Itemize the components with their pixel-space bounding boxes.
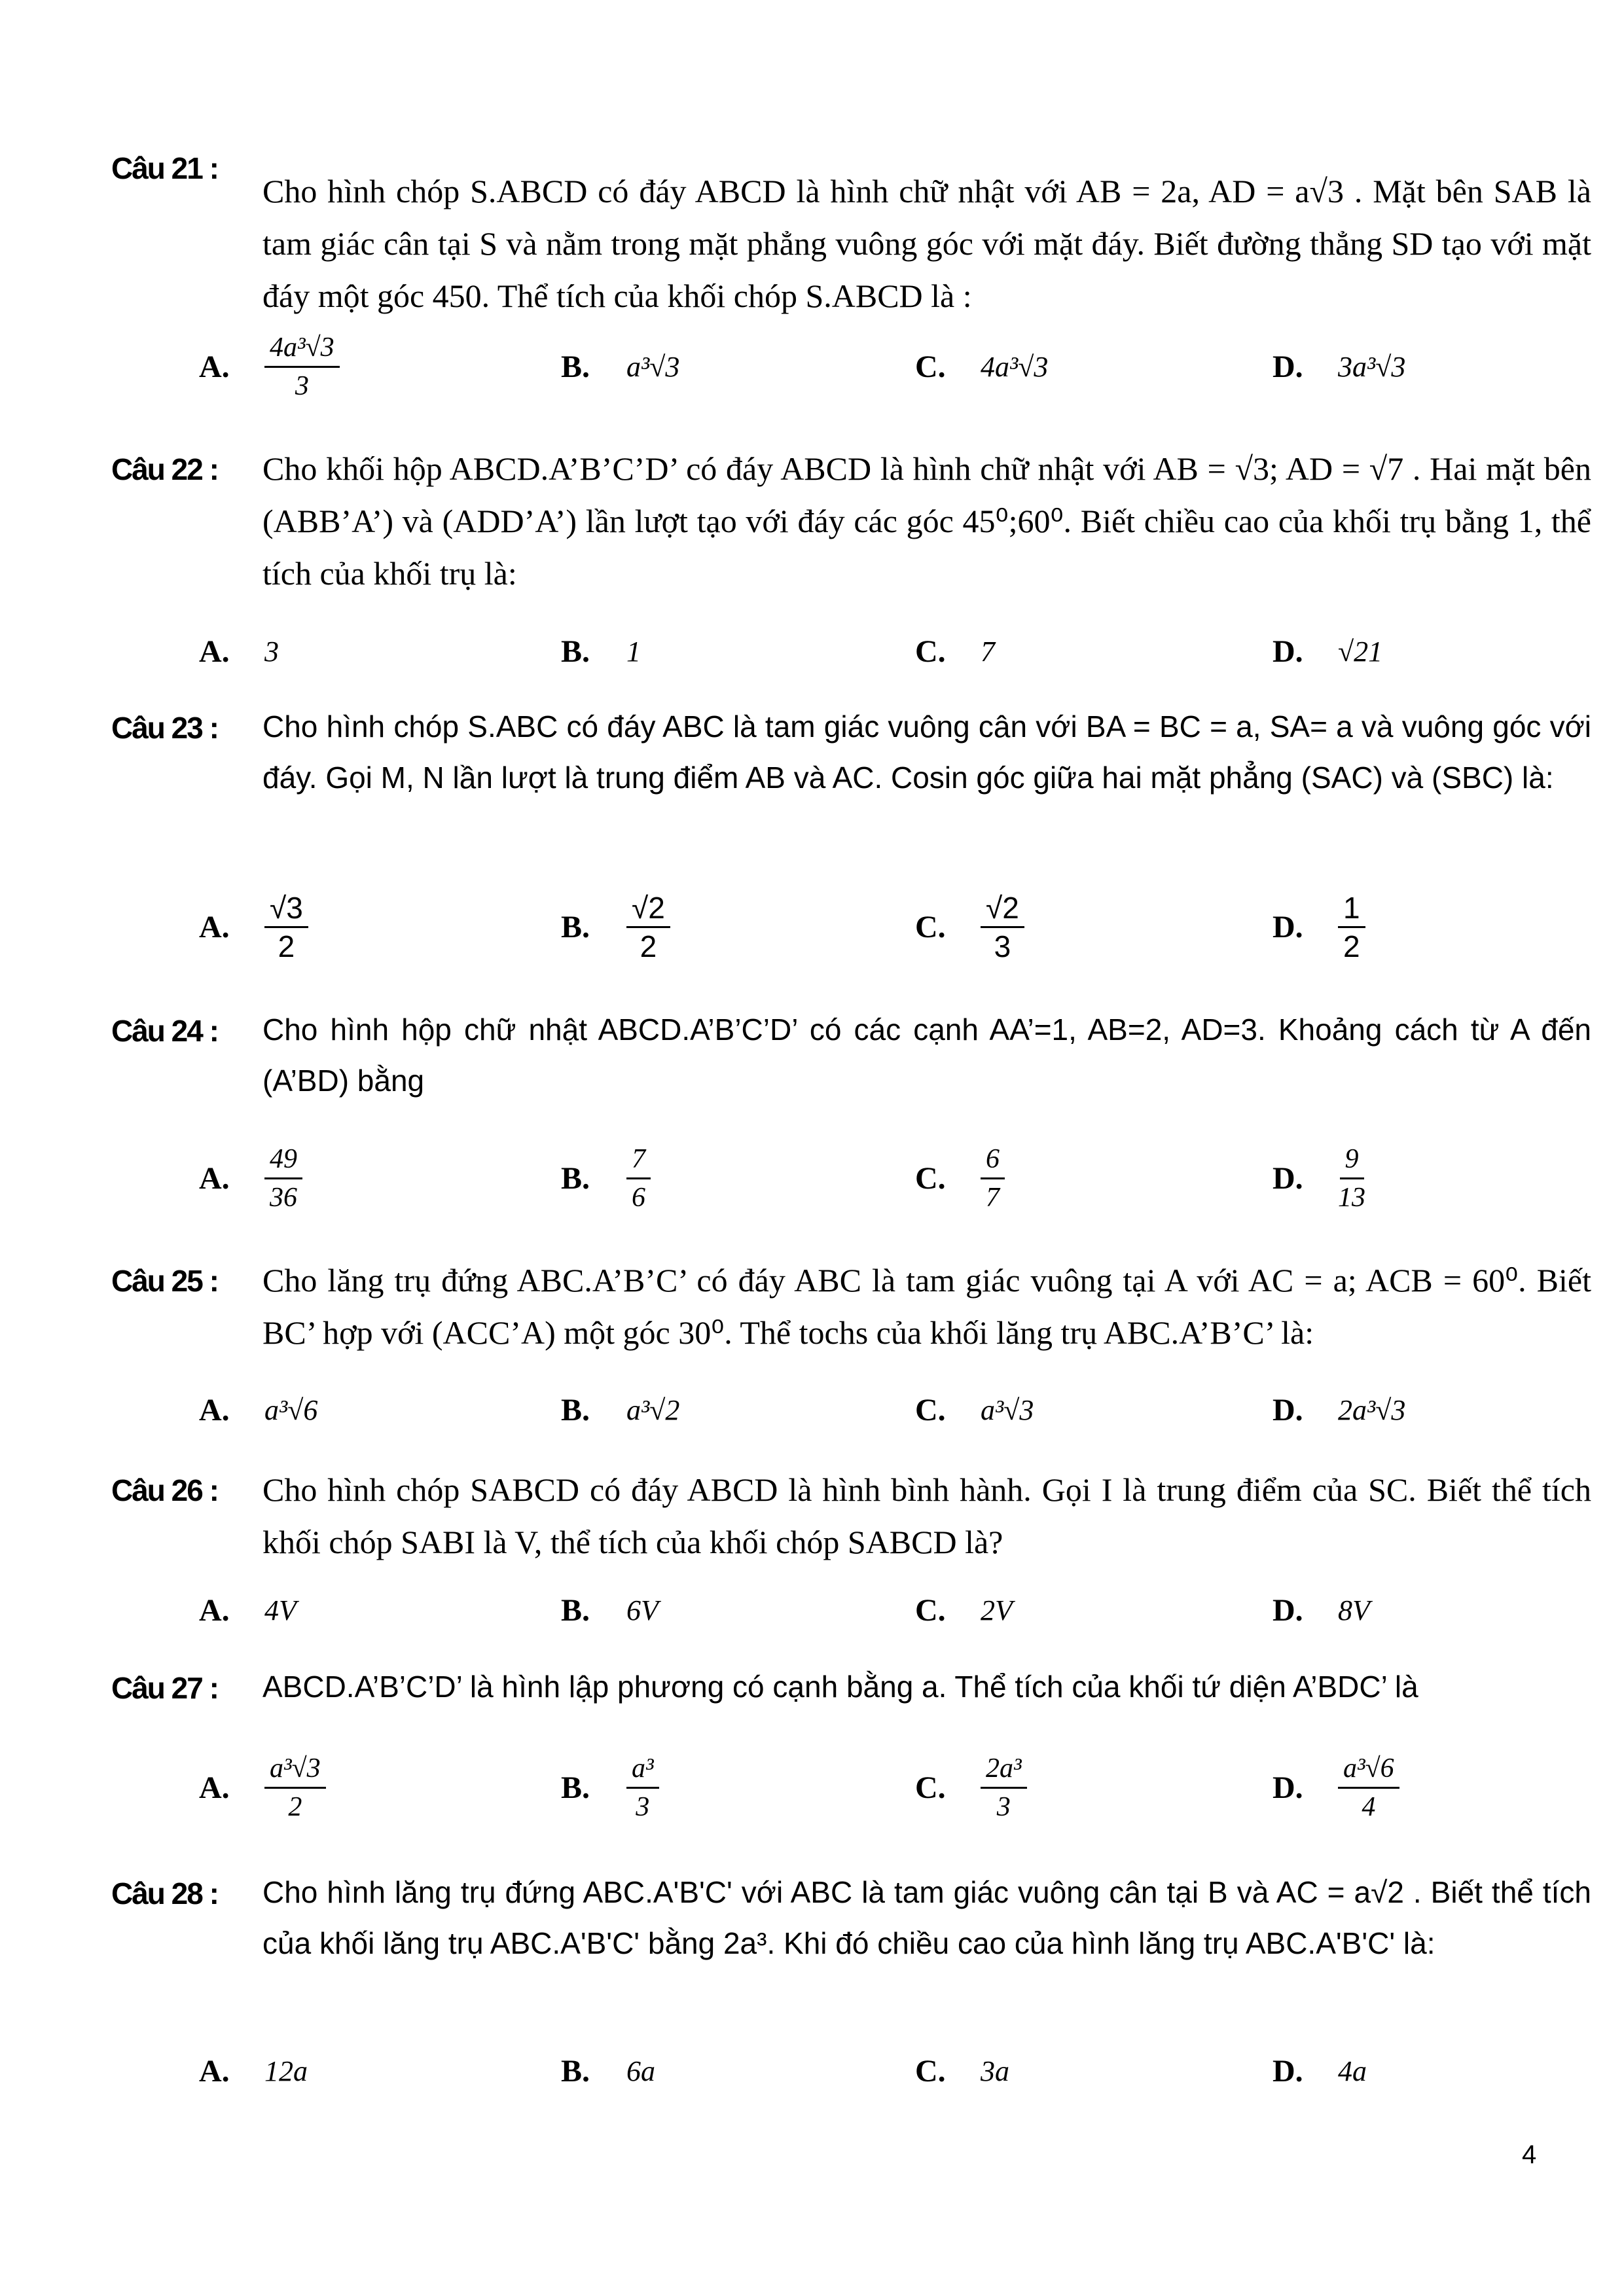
option-letter: A. [199,634,230,669]
fraction [626,1141,651,1216]
fraction-denominator: 6 [632,1182,645,1213]
fraction [264,329,340,404]
answer-option[interactable] [915,881,1024,973]
answer-option[interactable] [561,1364,679,1456]
question-label: Câu 24 : [111,1014,218,1048]
option-value: 3a [981,2054,1009,2087]
option-value: 4a³√3 [981,350,1049,383]
question-label: Câu 21 : [111,151,218,185]
option-letter: A. [199,909,230,944]
option-letter: B. [561,1592,590,1628]
fraction [1338,1141,1365,1216]
fraction-denominator: 3 [994,929,1011,963]
option-letter: C. [915,1592,946,1628]
option-letter: A. [199,1392,230,1427]
option-value: 4a [1338,2054,1367,2087]
option-letter: B. [561,909,590,944]
answer-option[interactable] [915,1742,1027,1833]
option-letter: C. [915,1392,946,1427]
option-value: 12a [264,2054,308,2087]
option-letter: B. [561,349,590,384]
option-value: 7 [981,635,995,668]
fraction-denominator: 2 [1343,929,1360,963]
option-letter: C. [915,2053,946,2089]
question-label: Câu 27 : [111,1671,218,1705]
answer-option[interactable] [561,1132,651,1224]
question-label: Câu 26 : [111,1473,218,1507]
answer-option[interactable] [199,321,340,412]
option-letter: D. [1272,1592,1303,1628]
answer-option[interactable] [1272,605,1382,697]
option-letter: D. [1272,1392,1303,1427]
fraction [626,889,670,965]
option-letter: C. [915,909,946,944]
answer-option[interactable] [915,1132,1005,1224]
option-letter: D. [1272,2053,1303,2089]
answer-option[interactable] [1272,1564,1370,1656]
option-letter: C. [915,349,946,384]
fraction-numerator: √3 [264,889,308,928]
option-letter: C. [915,1160,946,1196]
fraction-denominator: 7 [986,1182,1000,1213]
answer-option[interactable] [915,321,1048,412]
fraction [1338,889,1365,965]
fraction-numerator: √2 [981,889,1024,928]
fraction-numerator: √2 [626,889,670,928]
option-letter: C. [915,1770,946,1805]
fraction-denominator: 2 [640,929,657,963]
option-value: √21 [1338,635,1383,668]
question-label: Câu 28 : [111,1876,218,1910]
answer-option[interactable] [915,605,995,697]
option-letter: D. [1272,1770,1303,1805]
fraction-numerator: 1 [1338,889,1365,928]
question-label: Câu 25 : [111,1264,218,1298]
question-text: Cho lăng trụ đứng ABC.A’B’C’ có đáy ABC là tam giác vuông tại A với AC = a; ACB = 60⁰. Biết BC’ hợp với (ACC’A) một góc 30⁰. Thể tochs của khối lăng trụ ABC.A’B’C’ là: [262,1262,1591,1351]
question-text: Cho hình hộp chữ nhật ABCD.A’B’C’D’ có các cạnh AA’=1, AB=2, AD=3. Khoảng cách từ A đến (A’BD) bằng [262,1013,1591,1098]
answer-option[interactable] [199,2025,308,2117]
fraction-numerator: 6 [981,1141,1005,1179]
fraction-denominator: 2 [278,929,295,963]
fraction-denominator: 13 [1338,1182,1365,1213]
fraction-numerator: 4a³√3 [264,329,340,368]
option-value: a³√3 [626,350,680,383]
option-letter: B. [561,1392,590,1427]
question-label: Câu 22 : [111,452,218,486]
option-letter: B. [561,2053,590,2089]
fraction-numerator: a³√3 [264,1750,326,1789]
option-letter: A. [199,1160,230,1196]
question-text: Cho hình chóp S.ABC có đáy ABC là tam giác vuông cân với BA = BC = a, SA= a và vuông góc với đáy. Gọi M, N lần lượt là trung điểm AB và AC. Cosin góc giữa hai mặt phẳng (SAC) và (SBC) là: [262,709,1591,795]
question-text: Cho khối hộp ABCD.A’B’C’D’ có đáy ABCD là hình chữ nhật với AB = √3; AD = √7 . Hai mặt bên (ABB’A’) và (ADD’A’) lần lượt tạo với đáy các góc 45⁰;60⁰. Biết chiều cao của khối trụ bằng 1, thể tích của khối trụ là: [262,450,1591,592]
fraction [981,1750,1027,1825]
option-value: 4V [264,1594,297,1626]
option-letter: B. [561,1160,590,1196]
answer-option[interactable] [561,1564,659,1656]
answer-option[interactable] [561,2025,655,2117]
fraction-denominator: 3 [996,1791,1011,1822]
option-letter: B. [561,1770,590,1805]
fraction-numerator: 7 [626,1141,651,1179]
fraction-numerator: 49 [264,1141,302,1179]
option-letter: A. [199,1592,230,1628]
page-number: 4 [1522,2140,1537,2169]
answer-option[interactable] [1272,321,1405,412]
answer-option[interactable] [199,1132,302,1224]
answer-option[interactable] [1272,1742,1399,1833]
fraction [1338,1750,1399,1825]
fraction [626,1750,659,1825]
answer-option[interactable] [1272,2025,1367,2117]
option-value: 6a [626,2054,655,2087]
fraction [981,1141,1005,1216]
answer-option[interactable] [1272,1364,1405,1456]
question-label: Câu 23 : [111,711,218,745]
option-letter: B. [561,634,590,669]
fraction-denominator: 36 [270,1182,297,1213]
answer-option[interactable] [1272,881,1365,973]
option-value: a³√2 [626,1393,680,1426]
answer-option[interactable] [561,321,679,412]
answer-option[interactable] [561,605,641,697]
fraction-denominator: 3 [295,370,309,401]
answer-option[interactable] [199,881,308,973]
fraction-denominator: 4 [1362,1791,1376,1822]
fraction-numerator: 2a³ [981,1750,1027,1789]
question-text: Cho hình lăng trụ đứng ABC.A'B'C' với ABC là tam giác vuông cân tại B và AC = a√2 . Biết thể tích của khối lăng trụ ABC.A'B'C' bằng 2a³. Khi đó chiều cao của hình lăng trụ ABC.A'B'C' là: [262,1875,1591,1960]
option-value: 2V [981,1594,1013,1626]
answer-option[interactable] [1272,1132,1365,1224]
answer-option[interactable] [915,1564,1013,1656]
option-value: 2a³√3 [1338,1393,1406,1426]
fraction-denominator: 3 [636,1791,650,1822]
fraction-numerator: a³√6 [1338,1750,1399,1789]
answer-option[interactable] [915,1364,1034,1456]
option-value: a³√6 [264,1393,318,1426]
answer-option[interactable] [199,605,279,697]
option-value: 8V [1338,1594,1370,1626]
answer-option[interactable] [199,1364,317,1456]
option-value: 1 [626,635,641,668]
fraction [264,1141,302,1216]
option-letter: D. [1272,909,1303,944]
question-text: Cho hình chóp SABCD có đáy ABCD là hình bình hành. Gọi I là trung điểm của SC. Biết thể tích khối chóp SABI là V, thể tích của khối chóp SABCD là? [262,1471,1591,1560]
option-letter: D. [1272,1160,1303,1196]
option-letter: A. [199,349,230,384]
option-value: 6V [626,1594,659,1626]
question-text: ABCD.A’B’C’D’ là hình lập phương có cạnh bằng a. Thể tích của khối tứ diện A’BDC’ là [262,1670,1418,1704]
answer-option[interactable] [199,1742,326,1833]
question-text: Cho hình chóp S.ABCD có đáy ABCD là hình chữ nhật với AB = 2a, AD = a√3 . Mặt bên SAB là tam giác cân tại S và nằm trong mặt phẳng vuông góc với mặt đáy. Biết đường thẳng SD tạo với mặt đáy một góc 450. Thể tích của khối chóp S.ABCD là : [262,173,1591,314]
fraction-numerator: 9 [1340,1141,1364,1179]
answer-option[interactable] [915,2025,1009,2117]
fraction [264,1750,326,1825]
option-letter: A. [199,2053,230,2089]
option-letter: A. [199,1770,230,1805]
option-letter: C. [915,634,946,669]
option-letter: D. [1272,634,1303,669]
fraction-denominator: 2 [288,1791,302,1822]
answer-option[interactable] [561,881,670,973]
option-value: 3 [264,635,279,668]
fraction [264,889,308,965]
option-value: 3a³√3 [1338,350,1406,383]
answer-option[interactable] [199,1564,297,1656]
fraction [981,889,1024,965]
option-letter: D. [1272,349,1303,384]
fraction-numerator: a³ [626,1750,659,1789]
answer-option[interactable] [561,1742,659,1833]
option-value: a³√3 [981,1393,1034,1426]
